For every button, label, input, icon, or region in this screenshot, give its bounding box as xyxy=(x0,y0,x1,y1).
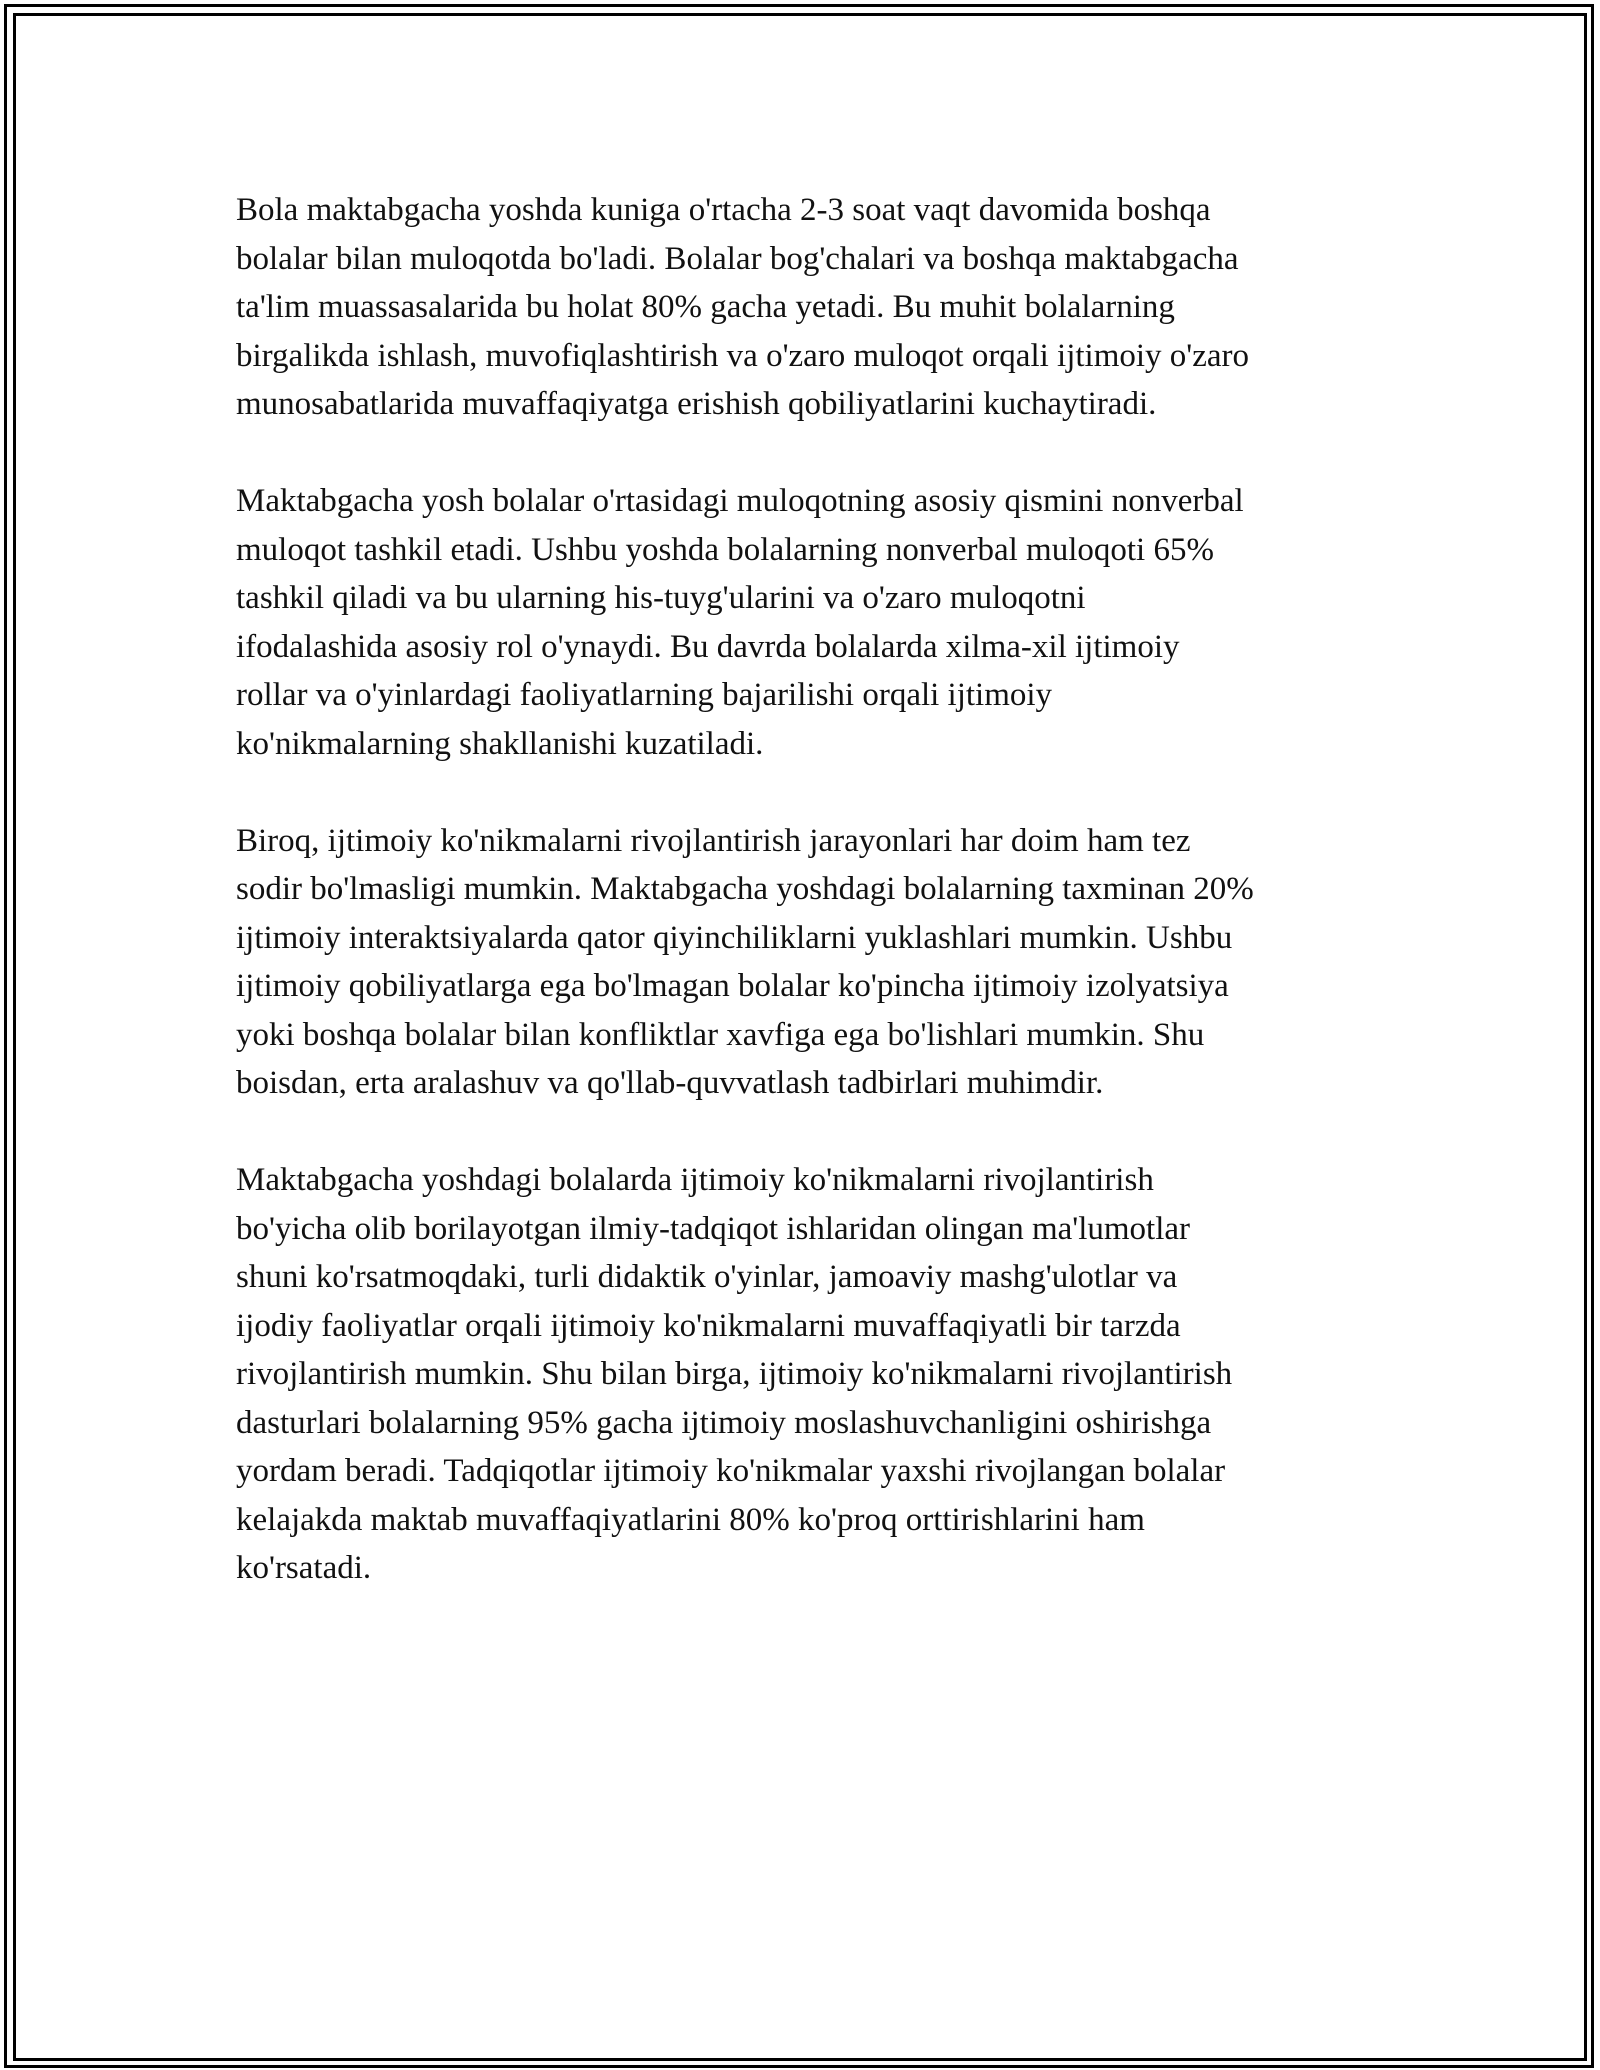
text-line: kelajakda maktab muvaffaqiyatlarini 80% ko'proq orttirishlarini ham xyxy=(236,1501,1145,1538)
paragraph-4 xyxy=(236,1156,1376,1593)
text-line: ifodalashida asosiy rol o'ynaydi. Bu davrda bolalarda xilma-xil ijtimoiy xyxy=(236,628,1180,665)
text-line: rivojlantirish mumkin. Shu bilan birga, ijtimoiy ko'nikmalarni rivojlantirish xyxy=(236,1356,1233,1392)
text-line: ijtimoiy interaktsiyalarda qator qiyinchiliklarni yuklashlari mumkin. Ushbu xyxy=(236,919,1233,956)
document-body xyxy=(236,186,1376,1641)
text-line: rollar va o'yinlardagi faoliyatlarning bajarilishi orqali ijtimoiy xyxy=(236,677,1053,713)
text-line: ko'rsatadi. xyxy=(236,1550,372,1586)
text-line: munosabatlarida muvaffaqiyatga erishish qobiliyatlarini kuchaytiradi. xyxy=(236,386,1157,422)
text-line: ko'nikmalarning shakllanishi kuzatiladi. xyxy=(236,725,764,762)
text-line: Bola maktabgacha yoshda kuniga o'rtacha 2-3 soat vaqt davomida boshqa xyxy=(236,192,1211,228)
text-line: Maktabgacha yosh bolalar o'rtasidagi muloqotning asosiy qismini nonverbal xyxy=(236,483,1244,519)
text-line: tashkil qiladi va bu ularning his-tuyg'ularini va o'zaro muloqotni xyxy=(236,580,1086,616)
text-line: bolalar bilan muloqotda bo'ladi. Bolalar bog'chalari va boshqa maktabgacha xyxy=(236,240,1239,277)
text-line: Biroq, ijtimoiy ko'nikmalarni rivojlantirish jarayonlari har doim ham tez xyxy=(236,822,1191,859)
text-line: bo'yicha olib borilayotgan ilmiy-tadqiqot ishlaridan olingan ma'lumotlar xyxy=(236,1210,1191,1247)
paragraph-2 xyxy=(236,477,1376,768)
text-line: shuni ko'rsatmoqdaki, turli didaktik o'yinlar, jamoaviy mashg'ulotlar va xyxy=(236,1259,1178,1295)
text-line: birgalikda ishlash, muvofiqlashtirish va o'zaro muloqot orqali ijtimoiy o'zaro xyxy=(236,337,1250,374)
text-line: yoki boshqa bolalar bilan konfliktlar xavfiga ega bo'lishlari mumkin. Shu xyxy=(236,1016,1205,1053)
text-line: yordam beradi. Tadqiqotlar ijtimoiy ko'nikmalar yaxshi rivojlangan bolalar xyxy=(236,1453,1226,1489)
text-line: sodir bo'lmasligi mumkin. Maktabgacha yoshdagi bolalarning taxminan 20% xyxy=(236,871,1254,907)
text-line: muloqot tashkil etadi. Ushbu yoshda bolalarning nonverbal muloqoti 65% xyxy=(236,531,1214,568)
text-line: boisdan, erta aralashuv va qo'llab-quvvatlash tadbirlari muhimdir. xyxy=(236,1065,1104,1101)
text-line: ijtimoiy qobiliyatlarga ega bo'lmagan bolalar ko'pincha ijtimoiy izolyatsiya xyxy=(236,968,1229,1004)
paragraph-1 xyxy=(236,186,1376,429)
text-line: dasturlari bolalarning 95% gacha ijtimoiy moslashuvchanligini oshirishga xyxy=(236,1404,1212,1441)
text-line: ijodiy faoliyatlar orqali ijtimoiy ko'nikmalarni muvaffaqiyatli bir tarzda xyxy=(236,1307,1181,1344)
paragraph-3 xyxy=(236,817,1376,1108)
text-line: ta'lim muassasalarida bu holat 80% gacha yetadi. Bu muhit bolalarning xyxy=(236,289,1175,325)
text-line: Maktabgacha yoshdagi bolalarda ijtimoiy ko'nikmalarni rivojlantirish xyxy=(236,1162,1154,1198)
